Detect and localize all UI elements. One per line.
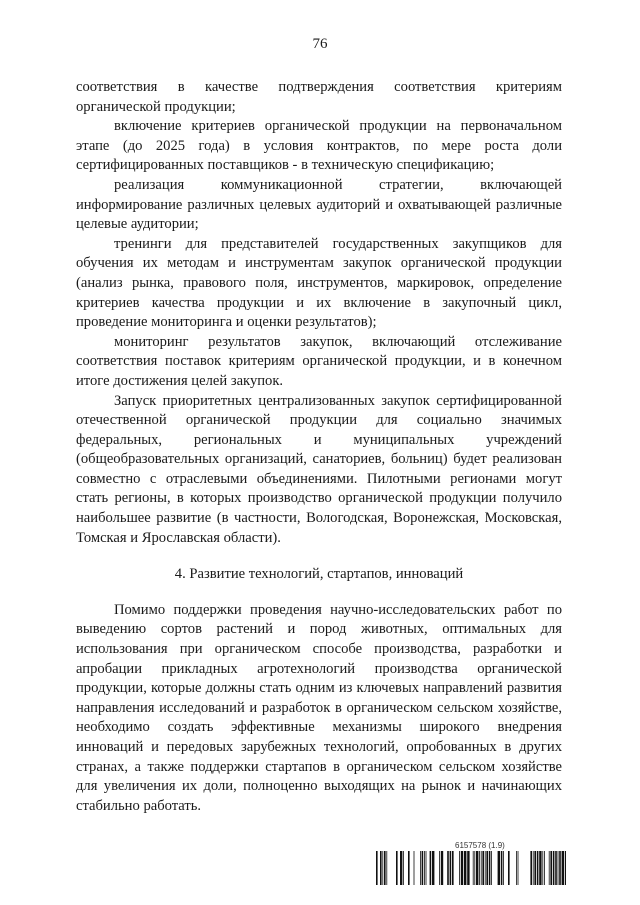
barcode-bar [420,851,421,885]
barcode-bar [464,851,466,885]
barcode-bar [550,851,552,885]
barcode-bar [501,851,503,885]
barcode-bar [533,851,534,885]
barcode-bar [549,851,550,885]
barcode-bar [380,851,382,885]
barcode-bar [400,851,402,885]
barcode-bar [473,851,474,885]
barcode-bar [414,851,415,885]
barcode-bar [479,851,480,885]
barcode-bar [474,851,475,885]
barcode-bar [396,851,398,885]
barcode-bar [516,851,517,885]
barcode-bar [450,851,452,885]
barcode-bar [544,851,545,885]
barcode-bar [486,851,488,885]
barcode-bar [376,851,378,885]
barcode-bar [382,851,383,885]
barcode-bar [430,851,432,885]
section-heading: 4. Развитие технологий, стартапов, инноваций [174,566,464,583]
barcode-bar [386,851,387,885]
barcode-bar [508,851,510,885]
barcode-bar [553,851,555,885]
barcode-bar [485,851,486,885]
paragraph-continuation: соответствия в качестве подтверждения соответствия критериям органической продукции; [76,79,562,115]
barcode-bar [534,851,536,885]
barcode-bar [384,851,386,885]
barcode-bar [481,851,482,885]
barcode-bar [555,851,557,885]
barcode-bar [422,851,424,885]
barcode-bar [542,851,543,885]
barcode-bar [459,851,460,885]
document-code: 6157578 (1.9) [455,841,505,850]
barcode-bar [498,851,500,885]
paragraph-centralized-procurement: Запуск приоритетных централизованных закупок сертифицированной отечественной органической продукции для социально значимых федеральных, региональных и муниципальных учреждений (общеобразовательных организаций, санаториев, больниц) будет реализован совместно с отраслевыми объединениями. Пилотными регионами могут стать регионы, в которых производство органической продукции получило наибольшее развитие (в частности, Вологодская, Воронежская, Московская, Томская и Ярославская области). [76,392,562,546]
barcode-bar [558,851,559,885]
barcode-bar [530,851,532,885]
barcode-bar [489,851,491,885]
paragraph-trainings: тренинги для представителей государственных закупщиков для обучения их методам и инструментам закупок органической продукции (анализ рынка, правового поля, инструментов, маркировок, определение критериев качества продукции и их включение в закупочный цикл, проведение мониторинга и оценки результатов); [76,235,562,331]
barcode [376,851,566,885]
barcode-bar [559,851,561,885]
barcode-bar [565,851,566,885]
barcode-bar [537,851,539,885]
barcode-bar [439,851,440,885]
barcode-bar [432,851,434,885]
barcode-bar [476,851,478,885]
barcode-bar [441,851,443,885]
barcode-bar [403,851,404,885]
paragraph-criteria-inclusion: включение критериев органической продукции на первоначальном этапе (до 2025 года) в условия контрактов, по мере роста доли сертифицированных поставщиков - в техническую спецификацию; [76,118,562,174]
paragraph-technologies: Помимо поддержки проведения научно-исследовательских работ по выведению сортов растений и пород животных, оптимальных для использования при органическом способе производства, разработки и апробации прикладных агротехнологий производства органической продукции, которые должны стать одним из ключевых направлений развития направления исследований и разработок в органическом сельском хозяйстве, необходимо создать эффективные механизмы широкого внедрения инноваций и передовых зарубежных технологий, опробованных в других странах, а также поддержки стартапов в органическом сельском хозяйстве для увеличения их доли, полноценно выходящих на рынок и начинающих стабильно работать. [76,601,562,814]
barcode-bar [539,851,541,885]
page-number: 76 [312,36,328,52]
barcode-bar [562,851,564,885]
paragraph-communication-strategy: реализация коммуникационной стратегии, включающей информирование различных целевых аудиторий и охватывающей различные целевые аудитории; [76,176,562,233]
barcode-bar [426,851,427,885]
barcode-bar [482,851,484,885]
barcode-bar [491,851,492,885]
barcode-bar [503,851,504,885]
barcode-bar [424,851,425,885]
paragraph-monitoring: мониторинг результатов закупок, включающий отслеживание соответствия поставок критериям органической продукции, и в конечном итоге достижения целей закупок. [76,333,562,389]
barcode-bar [467,851,469,885]
barcode-bar [518,851,519,885]
barcode-bar [408,851,410,885]
barcode-bar [461,851,463,885]
barcode-bar [447,851,449,885]
barcode-bar [452,851,454,885]
document-body [76,78,562,816]
